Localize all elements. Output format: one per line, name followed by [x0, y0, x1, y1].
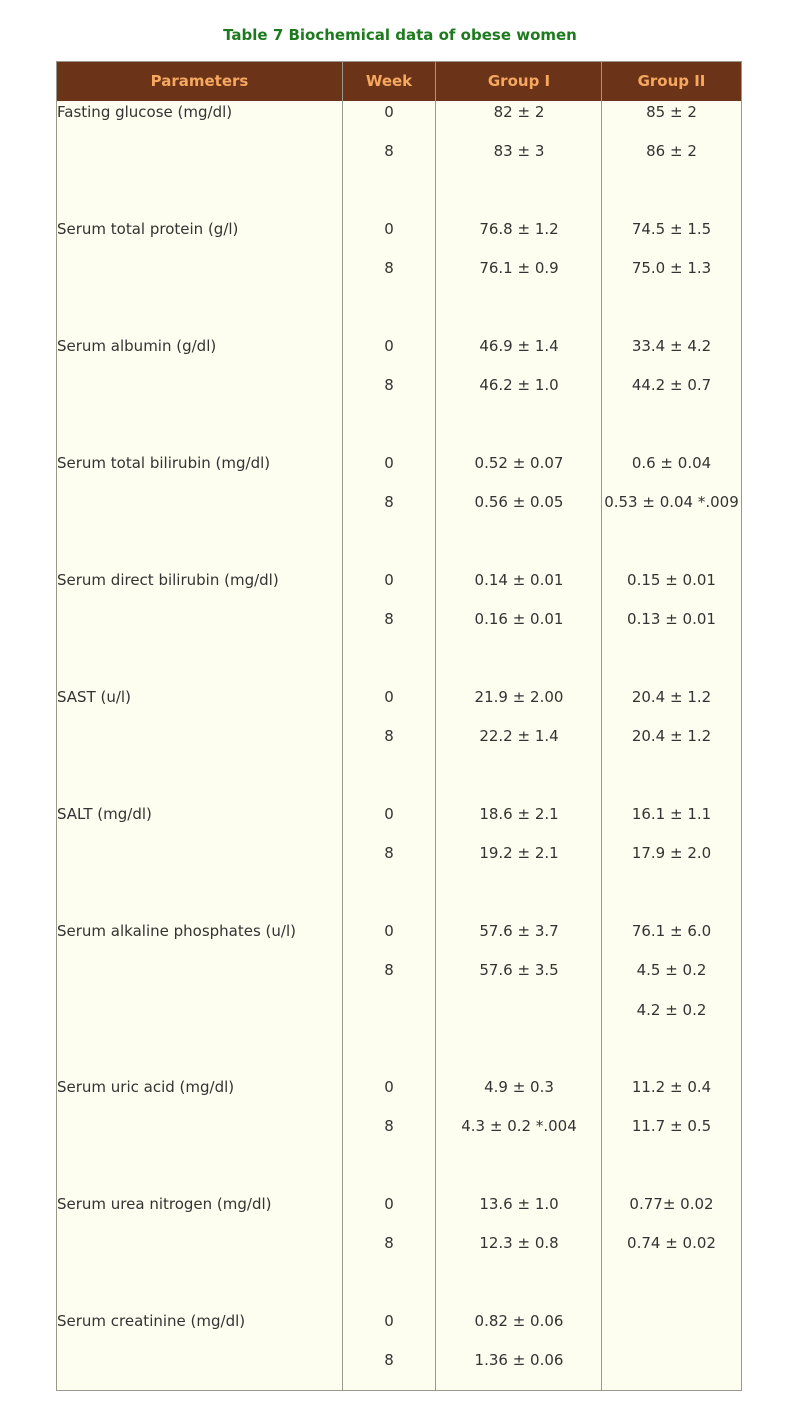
group-ii-cell: 76.1 ± 6.0	[631, 922, 712, 940]
group-ii-cell: 75.0 ± 1.3	[631, 259, 712, 277]
group-i-cell: 0.14 ± 0.01	[474, 571, 564, 589]
week-cell: 8	[384, 259, 394, 277]
group-ii-cell: 0.74 ± 0.02	[627, 1234, 716, 1252]
group-i-cell: 18.6 ± 2.1	[479, 805, 559, 823]
group-i-cell: 0.82 ± 0.06	[474, 1312, 564, 1330]
parameter-cell: Serum urea nitrogen (mg/dl)	[57, 1195, 272, 1213]
group-i-cell	[437, 999, 601, 1021]
group-i-cell: 4.3 ± 0.2 *.004	[461, 1117, 577, 1135]
week-cell: 8	[384, 961, 394, 979]
week-cell: 8	[384, 844, 394, 862]
column-divider	[601, 62, 602, 1390]
header-parameters: Parameters	[150, 72, 249, 90]
parameter-cell	[57, 608, 342, 630]
group-i-cell: 57.6 ± 3.7	[479, 922, 559, 940]
column-divider	[435, 62, 436, 1390]
parameter-cell	[57, 842, 342, 864]
week-cell	[343, 999, 435, 1021]
parameter-cell	[57, 1115, 342, 1137]
week-cell: 0	[384, 688, 394, 706]
header-group-ii: Group II	[637, 72, 706, 90]
group-i-cell: 4.9 ± 0.3	[484, 1078, 554, 1096]
parameter-cell	[57, 491, 342, 513]
group-ii-cell: 11.2 ± 0.4	[631, 1078, 712, 1096]
group-i-cell: 22.2 ± 1.4	[479, 727, 559, 745]
group-i-cell: 46.9 ± 1.4	[479, 337, 559, 355]
parameter-cell	[57, 959, 342, 981]
week-cell: 0	[384, 103, 394, 121]
group-ii-cell: 11.7 ± 0.5	[631, 1117, 712, 1135]
parameter-cell: SALT (mg/dl)	[57, 805, 152, 823]
parameter-cell	[57, 1349, 342, 1371]
parameter-cell: Serum total bilirubin (mg/dl)	[57, 454, 271, 472]
week-cell: 0	[384, 922, 394, 940]
parameter-cell: Serum creatinine (mg/dl)	[57, 1312, 246, 1330]
group-i-cell: 46.2 ± 1.0	[479, 376, 559, 394]
header-group-i: Group I	[487, 72, 551, 90]
group-i-cell: 1.36 ± 0.06	[474, 1351, 564, 1369]
group-i-cell: 13.6 ± 1.0	[479, 1195, 559, 1213]
group-ii-cell: 86 ± 2	[646, 142, 697, 160]
week-cell: 8	[384, 1234, 394, 1252]
group-i-cell: 21.9 ± 2.00	[474, 688, 564, 706]
group-ii-cell: 44.2 ± 0.7	[631, 376, 712, 394]
week-cell: 0	[384, 454, 394, 472]
group-ii-cell: 4.2 ± 0.2	[636, 1001, 707, 1019]
group-i-cell: 82 ± 2	[493, 103, 545, 121]
parameter-cell	[57, 257, 342, 279]
parameter-cell: SAST (u/l)	[57, 688, 131, 706]
parameter-cell: Serum alkaline phosphates (u/l)	[57, 922, 296, 940]
group-i-cell: 57.6 ± 3.5	[479, 961, 559, 979]
parameter-cell: Serum albumin (g/dl)	[57, 337, 217, 355]
parameter-cell: Serum direct bilirubin (mg/dl)	[57, 571, 279, 589]
group-ii-cell: 0.6 ± 0.04	[631, 454, 712, 472]
group-i-cell: 76.1 ± 0.9	[479, 259, 559, 277]
group-ii-cell: 0.15 ± 0.01	[627, 571, 716, 589]
group-ii-cell	[602, 1310, 741, 1332]
group-ii-cell: 74.5 ± 1.5	[631, 220, 712, 238]
group-i-cell: 0.16 ± 0.01	[474, 610, 564, 628]
group-ii-cell: 85 ± 2	[646, 103, 697, 121]
week-cell: 0	[384, 1312, 394, 1330]
week-cell: 0	[384, 1078, 394, 1096]
week-cell: 8	[384, 1351, 394, 1369]
header-week: Week	[365, 72, 413, 90]
week-cell: 0	[384, 337, 394, 355]
week-cell: 0	[384, 1195, 394, 1213]
parameter-cell: Serum uric acid (mg/dl)	[57, 1078, 235, 1096]
group-i-cell: 19.2 ± 2.1	[479, 844, 559, 862]
parameter-cell	[57, 725, 342, 747]
group-ii-cell	[602, 1349, 741, 1371]
group-ii-cell: 16.1 ± 1.1	[631, 805, 712, 823]
biochemical-data-table	[56, 61, 742, 1391]
parameter-cell: Serum total protein (g/l)	[57, 220, 239, 238]
week-cell: 0	[384, 571, 394, 589]
group-i-cell: 76.8 ± 1.2	[479, 220, 559, 238]
week-cell: 8	[384, 142, 394, 160]
week-cell: 8	[384, 493, 394, 511]
parameter-cell	[57, 374, 342, 396]
group-ii-cell: 20.4 ± 1.2	[631, 727, 712, 745]
week-cell: 0	[384, 220, 394, 238]
week-cell: 8	[384, 376, 394, 394]
group-ii-cell: 4.5 ± 0.2	[636, 961, 707, 979]
week-cell: 8	[384, 610, 394, 628]
column-divider	[342, 62, 343, 1390]
group-ii-cell: 17.9 ± 2.0	[631, 844, 712, 862]
table-body	[57, 62, 741, 1390]
group-ii-cell: 33.4 ± 4.2	[631, 337, 712, 355]
group-ii-cell: 0.53 ± 0.04 *.009	[604, 493, 739, 511]
week-cell: 0	[384, 805, 394, 823]
group-i-cell: 0.52 ± 0.07	[474, 454, 564, 472]
group-i-cell: 12.3 ± 0.8	[479, 1234, 559, 1252]
parameter-cell	[57, 140, 342, 162]
group-ii-cell: 0.13 ± 0.01	[627, 610, 716, 628]
group-ii-cell: 20.4 ± 1.2	[631, 688, 712, 706]
group-ii-cell: 0.77± 0.02	[629, 1195, 714, 1213]
group-i-cell: 0.56 ± 0.05	[474, 493, 564, 511]
week-cell: 8	[384, 727, 394, 745]
parameter-cell	[57, 1232, 342, 1254]
group-i-cell: 83 ± 3	[493, 142, 545, 160]
parameter-cell: Fasting glucose (mg/dl)	[57, 103, 233, 121]
table-header-row	[57, 62, 741, 101]
parameter-cell	[57, 999, 342, 1021]
table-caption: Table 7 Biochemical data of obese women	[223, 26, 577, 44]
week-cell: 8	[384, 1117, 394, 1135]
